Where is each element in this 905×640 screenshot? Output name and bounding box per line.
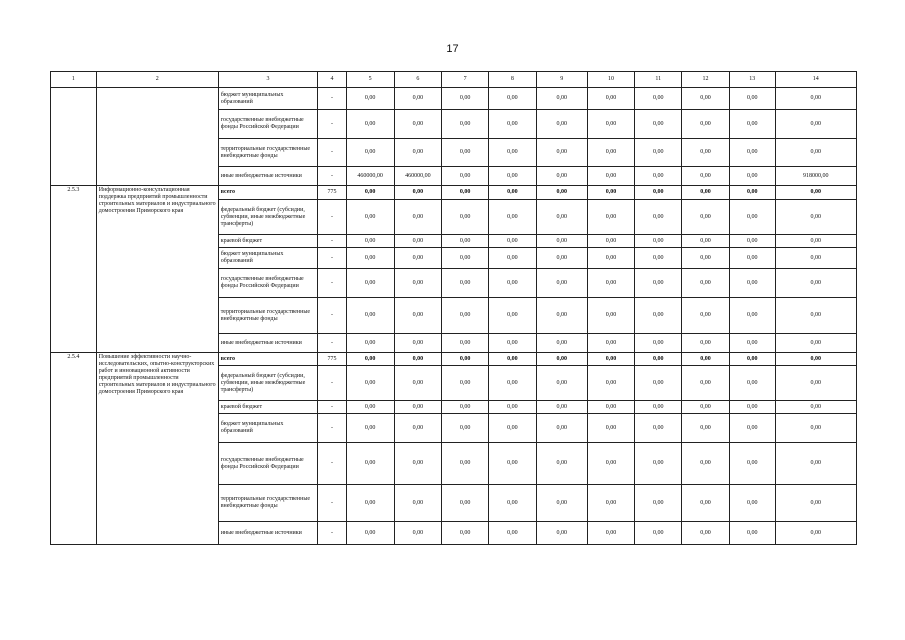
amount-cell: 0,00 <box>489 200 537 235</box>
grbs-code: - <box>318 88 346 110</box>
amount-cell: 0,00 <box>489 366 537 401</box>
amount-cell: 0,00 <box>536 186 587 200</box>
amount-cell: 0,00 <box>346 110 394 139</box>
amount-cell: 0,00 <box>682 298 730 334</box>
amount-cell: 0,00 <box>682 414 730 443</box>
grbs-code: - <box>318 366 346 401</box>
grbs-code: - <box>318 298 346 334</box>
amount-cell: 0,00 <box>635 139 682 167</box>
amount-cell: 0,00 <box>394 443 442 485</box>
amount-cell: 0,00 <box>394 366 442 401</box>
amount-cell: 0,00 <box>775 366 856 401</box>
amount-cell: 0,00 <box>489 235 537 248</box>
amount-cell: 0,00 <box>775 248 856 269</box>
column-header: 5 <box>346 72 394 88</box>
amount-cell: 0,00 <box>536 485 587 522</box>
amount-cell: 0,00 <box>587 269 635 298</box>
amount-cell: 0,00 <box>587 88 635 110</box>
table-row <box>51 353 857 366</box>
amount-cell: 0,00 <box>442 167 489 186</box>
page-number: 17 <box>446 43 459 55</box>
amount-cell: 0,00 <box>635 110 682 139</box>
amount-cell: 0,00 <box>682 269 730 298</box>
grbs-code: - <box>318 269 346 298</box>
amount-cell: 0,00 <box>489 88 537 110</box>
column-header: 13 <box>729 72 775 88</box>
amount-cell: 0,00 <box>682 248 730 269</box>
amount-cell: 0,00 <box>346 334 394 353</box>
amount-cell: 0,00 <box>442 186 489 200</box>
amount-cell: 0,00 <box>442 200 489 235</box>
amount-cell: 0,00 <box>442 334 489 353</box>
amount-cell: 0,00 <box>682 186 730 200</box>
amount-cell: 0,00 <box>729 235 775 248</box>
amount-cell: 0,00 <box>729 443 775 485</box>
amount-cell: 0,00 <box>775 269 856 298</box>
column-header: 6 <box>394 72 442 88</box>
amount-cell: 0,00 <box>729 248 775 269</box>
amount-cell: 0,00 <box>587 522 635 545</box>
budget-table <box>50 71 857 545</box>
grbs-code: - <box>318 443 346 485</box>
funding-source: иные внебюджетные источники <box>218 334 318 353</box>
amount-cell: 0,00 <box>587 298 635 334</box>
amount-cell: 0,00 <box>729 167 775 186</box>
column-header: 3 <box>218 72 318 88</box>
amount-cell: 0,00 <box>346 353 394 366</box>
funding-source: федеральный бюджет (субсидии, субвенции, иные межбюджетные трансферты) <box>218 366 318 401</box>
amount-cell: 0,00 <box>346 88 394 110</box>
amount-cell: 0,00 <box>442 522 489 545</box>
amount-cell: 0,00 <box>536 235 587 248</box>
amount-cell: 0,00 <box>394 110 442 139</box>
amount-cell: 0,00 <box>489 522 537 545</box>
amount-cell: 0,00 <box>587 334 635 353</box>
amount-cell: 0,00 <box>536 366 587 401</box>
item-number <box>51 88 97 186</box>
column-header: 8 <box>489 72 537 88</box>
amount-cell: 0,00 <box>442 235 489 248</box>
grbs-code: - <box>318 110 346 139</box>
amount-cell: 0,00 <box>442 88 489 110</box>
amount-cell: 0,00 <box>775 334 856 353</box>
column-header: 12 <box>682 72 730 88</box>
funding-source: всего <box>218 353 318 366</box>
amount-cell: 0,00 <box>587 139 635 167</box>
amount-cell: 0,00 <box>729 334 775 353</box>
amount-cell: 0,00 <box>442 443 489 485</box>
funding-source: краевой бюджет <box>218 401 318 414</box>
amount-cell: 0,00 <box>587 200 635 235</box>
column-header: 11 <box>635 72 682 88</box>
amount-cell: 0,00 <box>775 298 856 334</box>
amount-cell: 0,00 <box>635 366 682 401</box>
grbs-code: - <box>318 200 346 235</box>
amount-cell: 0,00 <box>536 414 587 443</box>
column-header: 10 <box>587 72 635 88</box>
amount-cell: 0,00 <box>394 353 442 366</box>
amount-cell: 0,00 <box>729 485 775 522</box>
funding-source: всего <box>218 186 318 200</box>
amount-cell: 0,00 <box>394 522 442 545</box>
amount-cell: 0,00 <box>442 485 489 522</box>
amount-cell: 0,00 <box>635 298 682 334</box>
amount-cell: 0,00 <box>489 110 537 139</box>
column-header: 1 <box>51 72 97 88</box>
amount-cell: 0,00 <box>775 443 856 485</box>
amount-cell: 0,00 <box>682 235 730 248</box>
amount-cell: 0,00 <box>775 200 856 235</box>
amount-cell: 0,00 <box>682 200 730 235</box>
amount-cell: 0,00 <box>682 522 730 545</box>
amount-cell: 0,00 <box>587 353 635 366</box>
amount-cell: 0,00 <box>635 485 682 522</box>
amount-cell: 0,00 <box>536 167 587 186</box>
funding-source: государственные внебюджетные фонды Российской Федерации <box>218 269 318 298</box>
amount-cell: 0,00 <box>346 139 394 167</box>
amount-cell: 0,00 <box>394 334 442 353</box>
amount-cell: 0,00 <box>729 269 775 298</box>
amount-cell: 0,00 <box>775 235 856 248</box>
amount-cell: 0,00 <box>442 110 489 139</box>
amount-cell: 0,00 <box>587 443 635 485</box>
grbs-code: 775 <box>318 353 346 366</box>
amount-cell: 0,00 <box>394 414 442 443</box>
grbs-code: - <box>318 235 346 248</box>
amount-cell: 0,00 <box>775 139 856 167</box>
funding-source: бюджет муниципальных образований <box>218 88 318 110</box>
amount-cell: 0,00 <box>536 443 587 485</box>
amount-cell: 0,00 <box>394 298 442 334</box>
amount-cell: 0,00 <box>729 401 775 414</box>
amount-cell: 0,00 <box>587 110 635 139</box>
amount-cell: 0,00 <box>346 200 394 235</box>
item-name <box>96 88 218 186</box>
amount-cell: 0,00 <box>536 334 587 353</box>
amount-cell: 0,00 <box>489 248 537 269</box>
amount-cell: 0,00 <box>394 235 442 248</box>
amount-cell: 0,00 <box>394 248 442 269</box>
amount-cell: 0,00 <box>536 401 587 414</box>
amount-cell: 0,00 <box>489 414 537 443</box>
amount-cell: 0,00 <box>775 522 856 545</box>
amount-cell: 0,00 <box>587 235 635 248</box>
amount-cell: 0,00 <box>394 139 442 167</box>
funding-source: территориальные государственные внебюджетные фонды <box>218 298 318 334</box>
amount-cell: 0,00 <box>729 139 775 167</box>
table-row <box>51 88 857 110</box>
amount-cell: 0,00 <box>442 353 489 366</box>
amount-cell: 0,00 <box>394 401 442 414</box>
amount-cell: 0,00 <box>442 269 489 298</box>
amount-cell: 0,00 <box>587 401 635 414</box>
amount-cell: 0,00 <box>536 110 587 139</box>
amount-cell: 0,00 <box>536 269 587 298</box>
amount-cell: 0,00 <box>442 366 489 401</box>
amount-cell: 0,00 <box>775 414 856 443</box>
amount-cell: 0,00 <box>729 353 775 366</box>
amount-cell: 0,00 <box>489 401 537 414</box>
amount-cell: 0,00 <box>635 186 682 200</box>
amount-cell: 0,00 <box>489 186 537 200</box>
amount-cell: 0,00 <box>489 443 537 485</box>
column-header: 7 <box>442 72 489 88</box>
amount-cell: 0,00 <box>729 414 775 443</box>
amount-cell: 0,00 <box>489 485 537 522</box>
amount-cell: 0,00 <box>536 200 587 235</box>
amount-cell: 0,00 <box>635 353 682 366</box>
amount-cell: 0,00 <box>682 353 730 366</box>
funding-source: краевой бюджет <box>218 235 318 248</box>
item-name: Информационно-консультационная поддержка предприятий промышленности строительных материалов и индустриального домостроения Приморского края <box>96 186 218 353</box>
amount-cell: 460000,00 <box>394 167 442 186</box>
amount-cell: 0,00 <box>346 366 394 401</box>
item-name: Повышение эффективности научно-исследовательских, опытно-конструкторских работ и инновационной активности предприятий промышленности строительных материалов и индустриального домостроения Приморского края <box>96 353 218 545</box>
amount-cell: 0,00 <box>346 235 394 248</box>
amount-cell: 0,00 <box>394 200 442 235</box>
funding-source: федеральный бюджет (субсидии, субвенции, иные межбюджетные трансферты) <box>218 200 318 235</box>
funding-source: территориальные государственные внебюджетные фонды <box>218 139 318 167</box>
amount-cell: 0,00 <box>346 443 394 485</box>
amount-cell: 0,00 <box>729 186 775 200</box>
amount-cell: 0,00 <box>394 269 442 298</box>
amount-cell: 0,00 <box>682 401 730 414</box>
grbs-code: - <box>318 139 346 167</box>
amount-cell: 0,00 <box>442 139 489 167</box>
item-number: 2.5.4 <box>51 353 97 545</box>
amount-cell: 0,00 <box>394 186 442 200</box>
amount-cell: 0,00 <box>489 353 537 366</box>
grbs-code: 775 <box>318 186 346 200</box>
amount-cell: 0,00 <box>346 269 394 298</box>
grbs-code: - <box>318 167 346 186</box>
amount-cell: 0,00 <box>442 401 489 414</box>
amount-cell: 0,00 <box>775 186 856 200</box>
amount-cell: 0,00 <box>775 485 856 522</box>
grbs-code: - <box>318 414 346 443</box>
amount-cell: 0,00 <box>635 88 682 110</box>
amount-cell: 0,00 <box>635 235 682 248</box>
amount-cell: 0,00 <box>682 366 730 401</box>
amount-cell: 0,00 <box>635 443 682 485</box>
amount-cell: 0,00 <box>536 88 587 110</box>
grbs-code: - <box>318 334 346 353</box>
amount-cell: 0,00 <box>346 298 394 334</box>
amount-cell: 0,00 <box>489 139 537 167</box>
funding-source: иные внебюджетные источники <box>218 522 318 545</box>
amount-cell: 918000,00 <box>775 167 856 186</box>
item-number: 2.5.3 <box>51 186 97 353</box>
amount-cell: 0,00 <box>682 88 730 110</box>
funding-source: бюджет муниципальных образований <box>218 414 318 443</box>
amount-cell: 0,00 <box>729 366 775 401</box>
amount-cell: 0,00 <box>587 485 635 522</box>
amount-cell: 0,00 <box>536 248 587 269</box>
grbs-code: - <box>318 522 346 545</box>
amount-cell: 0,00 <box>682 485 730 522</box>
amount-cell: 0,00 <box>587 248 635 269</box>
amount-cell: 0,00 <box>394 485 442 522</box>
column-header: 2 <box>96 72 218 88</box>
amount-cell: 0,00 <box>536 353 587 366</box>
amount-cell: 0,00 <box>729 522 775 545</box>
amount-cell: 0,00 <box>442 248 489 269</box>
amount-cell: 0,00 <box>489 167 537 186</box>
amount-cell: 0,00 <box>489 334 537 353</box>
amount-cell: 0,00 <box>682 139 730 167</box>
funding-source: иные внебюджетные источники <box>218 167 318 186</box>
amount-cell: 0,00 <box>442 298 489 334</box>
header-row <box>51 72 857 88</box>
amount-cell: 0,00 <box>489 269 537 298</box>
amount-cell: 0,00 <box>729 88 775 110</box>
column-header: 9 <box>536 72 587 88</box>
amount-cell: 0,00 <box>682 167 730 186</box>
amount-cell: 0,00 <box>682 334 730 353</box>
amount-cell: 0,00 <box>635 334 682 353</box>
table-row <box>51 186 857 200</box>
amount-cell: 0,00 <box>346 522 394 545</box>
grbs-code: - <box>318 401 346 414</box>
column-header: 4 <box>318 72 346 88</box>
amount-cell: 0,00 <box>489 298 537 334</box>
amount-cell: 0,00 <box>635 401 682 414</box>
amount-cell: 0,00 <box>635 200 682 235</box>
funding-source: государственные внебюджетные фонды Российской Федерации <box>218 443 318 485</box>
amount-cell: 0,00 <box>775 353 856 366</box>
amount-cell: 0,00 <box>775 88 856 110</box>
amount-cell: 0,00 <box>587 414 635 443</box>
amount-cell: 0,00 <box>729 110 775 139</box>
amount-cell: 0,00 <box>587 366 635 401</box>
column-header: 14 <box>775 72 856 88</box>
funding-source: территориальные государственные внебюджетные фонды <box>218 485 318 522</box>
amount-cell: 0,00 <box>346 485 394 522</box>
amount-cell: 0,00 <box>587 186 635 200</box>
funding-source: государственные внебюджетные фонды Российской Федерации <box>218 110 318 139</box>
amount-cell: 0,00 <box>635 248 682 269</box>
amount-cell: 0,00 <box>729 298 775 334</box>
grbs-code: - <box>318 248 346 269</box>
amount-cell: 0,00 <box>587 167 635 186</box>
amount-cell: 0,00 <box>346 401 394 414</box>
amount-cell: 0,00 <box>635 522 682 545</box>
amount-cell: 0,00 <box>635 414 682 443</box>
amount-cell: 0,00 <box>346 248 394 269</box>
amount-cell: 460000,00 <box>346 167 394 186</box>
amount-cell: 0,00 <box>536 298 587 334</box>
amount-cell: 0,00 <box>682 110 730 139</box>
amount-cell: 0,00 <box>682 443 730 485</box>
grbs-code: - <box>318 485 346 522</box>
amount-cell: 0,00 <box>635 167 682 186</box>
amount-cell: 0,00 <box>536 522 587 545</box>
amount-cell: 0,00 <box>346 186 394 200</box>
amount-cell: 0,00 <box>536 139 587 167</box>
amount-cell: 0,00 <box>729 200 775 235</box>
amount-cell: 0,00 <box>394 88 442 110</box>
amount-cell: 0,00 <box>346 414 394 443</box>
amount-cell: 0,00 <box>775 110 856 139</box>
amount-cell: 0,00 <box>775 401 856 414</box>
funding-source: бюджет муниципальных образований <box>218 248 318 269</box>
amount-cell: 0,00 <box>442 414 489 443</box>
amount-cell: 0,00 <box>635 269 682 298</box>
